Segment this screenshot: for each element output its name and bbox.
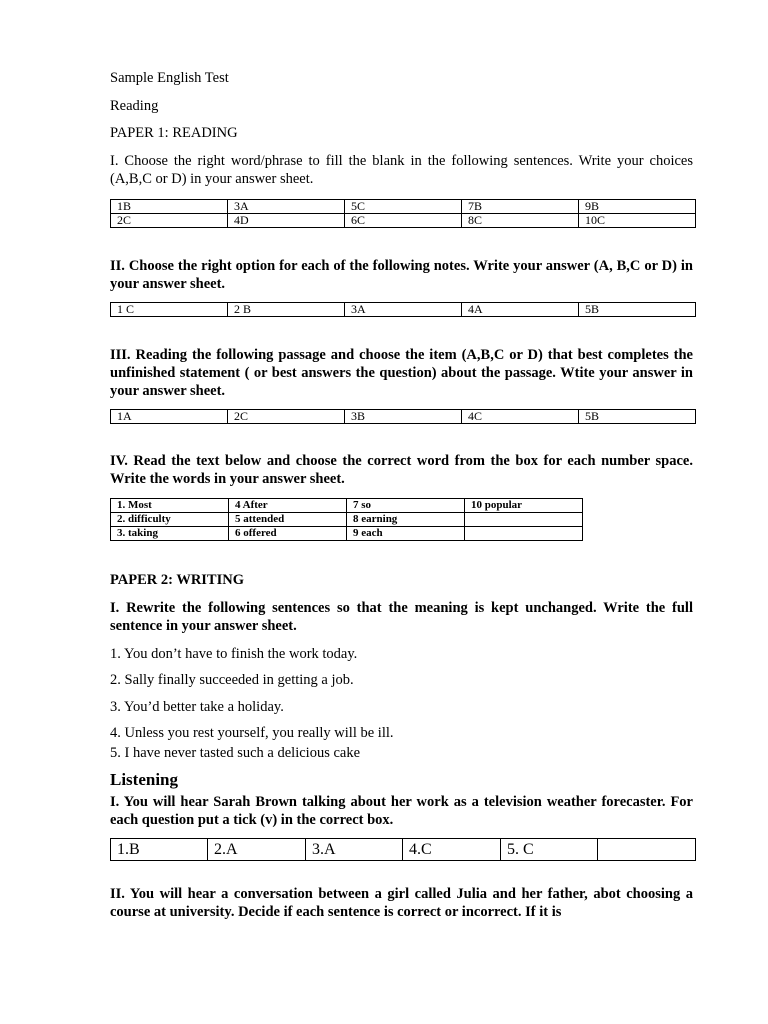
p1-question3: III. Reading the following passage and choose the item (A,B,C or D) that best completes the unfinished statement ( or best answers the question) about the passage. Wtite your answer in your answer sheet. [110, 347, 693, 399]
table-cell: 1B [111, 200, 228, 214]
table-cell: 3.A [306, 839, 403, 861]
listening-heading: Listening [110, 770, 179, 789]
table-cell: 1A [111, 410, 228, 424]
table-cell: 1. Most [111, 499, 229, 513]
table-cell: 8C [462, 214, 579, 228]
listening-answer-table [110, 838, 696, 861]
table-cell: 9 each [347, 527, 465, 541]
table-cell: 4 After [229, 499, 347, 513]
table-cell: 5. C [501, 839, 598, 861]
table-cell: 9B [579, 200, 696, 214]
table-cell [465, 527, 583, 541]
p1-question2: II. Choose the right option for each of the following notes. Write your answer (A, B,C or D) in your answer sheet. [110, 258, 693, 292]
table-cell: 2.A [208, 839, 306, 861]
table-cell: 1 C [111, 303, 228, 317]
table-cell: 5 attended [229, 513, 347, 527]
table-cell: 4C [462, 410, 579, 424]
table-row [111, 303, 696, 317]
doc-title: Sample English Test [110, 70, 229, 86]
listening-question2: II. You will hear a conversation between a girl called Julia and her father, abot choosing a course at university. Decide if each sentence is correct or incorrect. If it is [110, 886, 693, 920]
table-cell: 10C [579, 214, 696, 228]
table-cell: 3. taking [111, 527, 229, 541]
p2-question1: I. Rewrite the following sentences so that the meaning is kept unchanged. Write the full sentence in your answer sheet. [110, 600, 693, 634]
table-cell: 2 B [228, 303, 345, 317]
paper1-heading: PAPER 1: READING [110, 125, 238, 141]
table-row [111, 839, 696, 861]
answer-table-p1-2 [110, 302, 696, 317]
table-cell: 5C [345, 200, 462, 214]
p1-question4: IV. Read the text below and choose the correct word from the box for each number space. Write the words in your answer sheet. [110, 453, 693, 487]
table-cell: 7 so [347, 499, 465, 513]
table-row [111, 527, 583, 541]
table-row [111, 200, 696, 214]
table-cell: 5B [579, 303, 696, 317]
table-cell: 2C [228, 410, 345, 424]
table-cell: 5B [579, 410, 696, 424]
p2-sentence-5: 5. I have never tasted such a delicious cake [110, 745, 361, 761]
table-row [111, 410, 696, 424]
table-cell: 2C [111, 214, 228, 228]
table-cell: 6 offered [229, 527, 347, 541]
table-cell: 2. difficulty [111, 513, 229, 527]
table-cell: 4.C [403, 839, 501, 861]
p2-sentence-1: 1. You don’t have to finish the work today. [110, 646, 358, 662]
p2-sentence-3: 3. You’d better take a holiday. [110, 699, 284, 715]
table-cell: 6C [345, 214, 462, 228]
table-cell [465, 513, 583, 527]
table-row [111, 499, 583, 513]
table-cell: 8 earning [347, 513, 465, 527]
listening-question1: I. You will hear Sarah Brown talking about her work as a television weather forecaster. For each question put a tick (v) in the correct box. [110, 794, 693, 828]
table-cell: 4D [228, 214, 345, 228]
p2-sentence-4: 4. Unless you rest yourself, you really will be ill. [110, 725, 394, 741]
answer-table-p1-1 [110, 199, 696, 228]
table-cell: 7B [462, 200, 579, 214]
table-cell [598, 839, 696, 861]
table-row [111, 513, 583, 527]
answer-table-p1-3 [110, 409, 696, 424]
table-cell: 4A [462, 303, 579, 317]
table-cell: 3B [345, 410, 462, 424]
word-box-table [110, 498, 583, 541]
section-reading: Reading [110, 98, 159, 114]
paper2-heading: PAPER 2: WRITING [110, 572, 244, 588]
table-row [111, 214, 696, 228]
p2-sentence-2: 2. Sally finally succeeded in getting a job. [110, 672, 354, 688]
table-cell: 10 popular [465, 499, 583, 513]
table-cell: 3A [345, 303, 462, 317]
table-cell: 3A [228, 200, 345, 214]
table-cell: 1.B [111, 839, 208, 861]
p1-question1: I. Choose the right word/phrase to fill the blank in the following sentences. Write your choices (A,B,C or D) in your answer sheet. [110, 153, 693, 187]
